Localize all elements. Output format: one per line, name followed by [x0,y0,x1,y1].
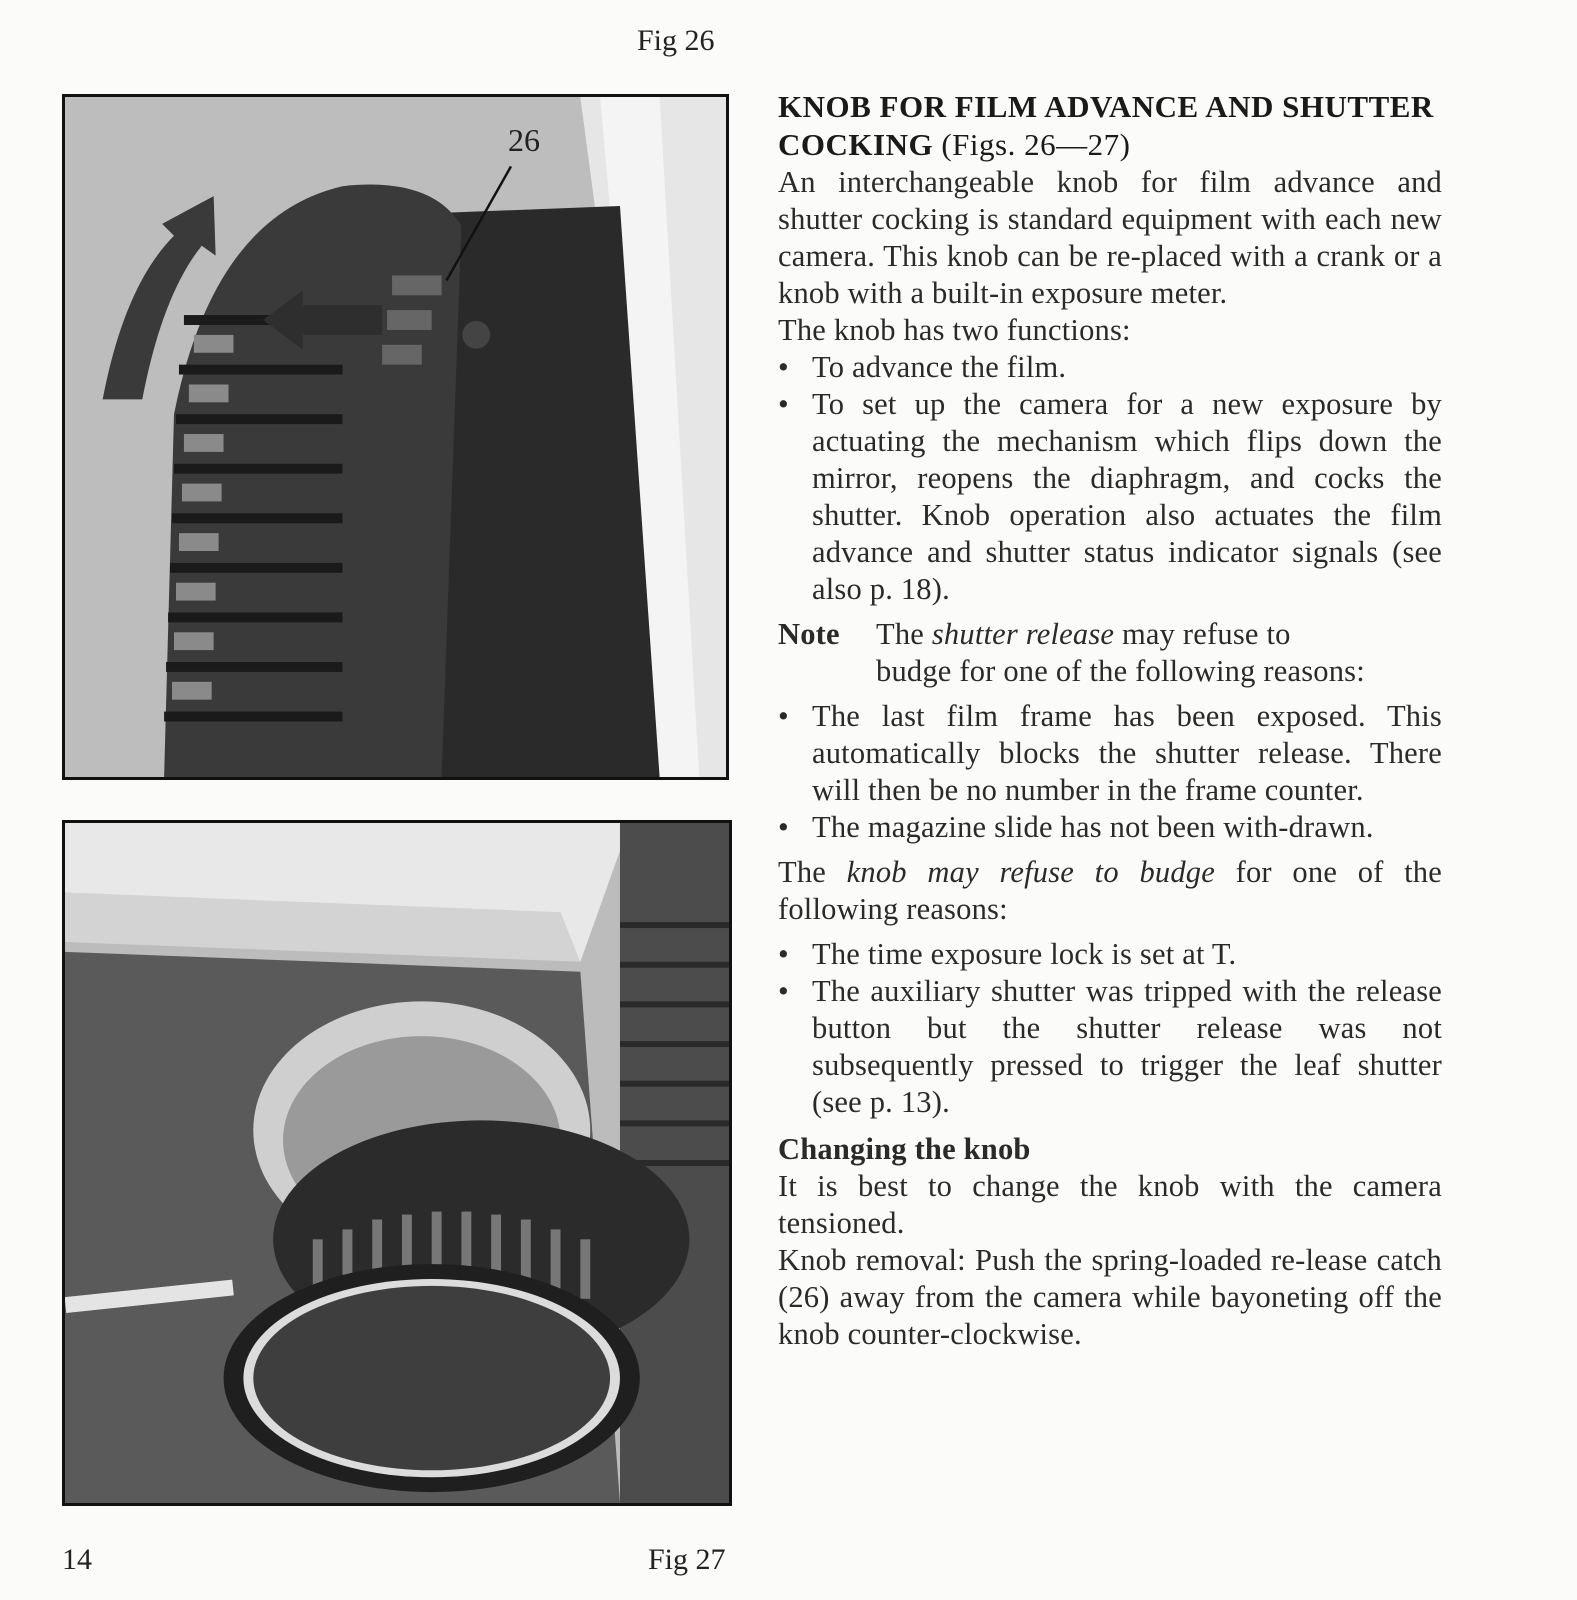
shutter-reasons-list [778,698,1442,846]
fig-26-label: Fig 26 [637,24,715,57]
heading-figure-ref: (Figs. 26—27) [941,127,1131,162]
note-text [876,616,1442,690]
list-item: • The auxiliary shutter was tripped with the release button but the shutter release was not subsequently pressed to trigger the leaf shutter (see p. 13). [778,973,1442,1121]
list-item: • The time exposure lock is set at T. [778,936,1442,973]
knob-reasons-intro [778,854,1442,928]
knob-reasons-list [778,936,1442,1121]
heading-title: KNOB FOR FILM ADVANCE AND SHUTTER COCKING [778,89,1434,162]
fig-27-photo [62,820,732,1506]
fig-26-photo [62,94,729,780]
knob-intro-emphasis: knob may refuse to budge [846,855,1215,889]
article-heading [778,88,1442,164]
list-item: • The magazine slide has not been with-drawn. [778,809,1442,846]
note-block [778,616,1442,690]
intro-paragraph: An interchangeable knob for film advance and shutter cocking is standard equipment with each new camera. This knob can be re-placed with a crank or a knob with a built-in exposure meter. [778,165,1442,310]
page-number: 14 [62,1543,92,1576]
list-item: • To set up the camera for a new exposure by actuating the mechanism which flips down the mirror, reopens the diaphragm, and cocks the shutter. Knob operation also actuates the film advance and shutter status indicator signals (see also p. 18). [778,386,1442,608]
fig-27-label: Fig 27 [648,1543,726,1576]
changing-paragraph-1: It is best to change the knob with the camera tensioned. [778,1169,1442,1240]
list-item: • To advance the film. [778,349,1442,386]
functions-list [778,349,1442,608]
knob-intro-after: for one of the following reasons: [778,855,1442,926]
functions-lead: The knob has two functions: [778,313,1131,347]
fig-26-callout: 26 [508,122,540,158]
note-text-before: The [876,617,925,651]
note-text-after: may refuse to budge for one of the following reasons: [876,617,1365,688]
knob-intro-before: The [778,855,827,889]
note-label: Note [778,617,840,651]
list-item: • The last film frame has been exposed. This automatically blocks the shutter release. There will then be no number in the frame counter. [778,698,1442,809]
changing-knob-heading: Changing the knob [778,1132,1031,1166]
changing-paragraph-2: Knob removal: Push the spring-loaded re-lease catch (26) away from the camera while bayoneting off the knob counter-clockwise. [778,1243,1442,1351]
article-body [778,88,1442,1353]
note-text-emphasis: shutter release [931,617,1115,651]
